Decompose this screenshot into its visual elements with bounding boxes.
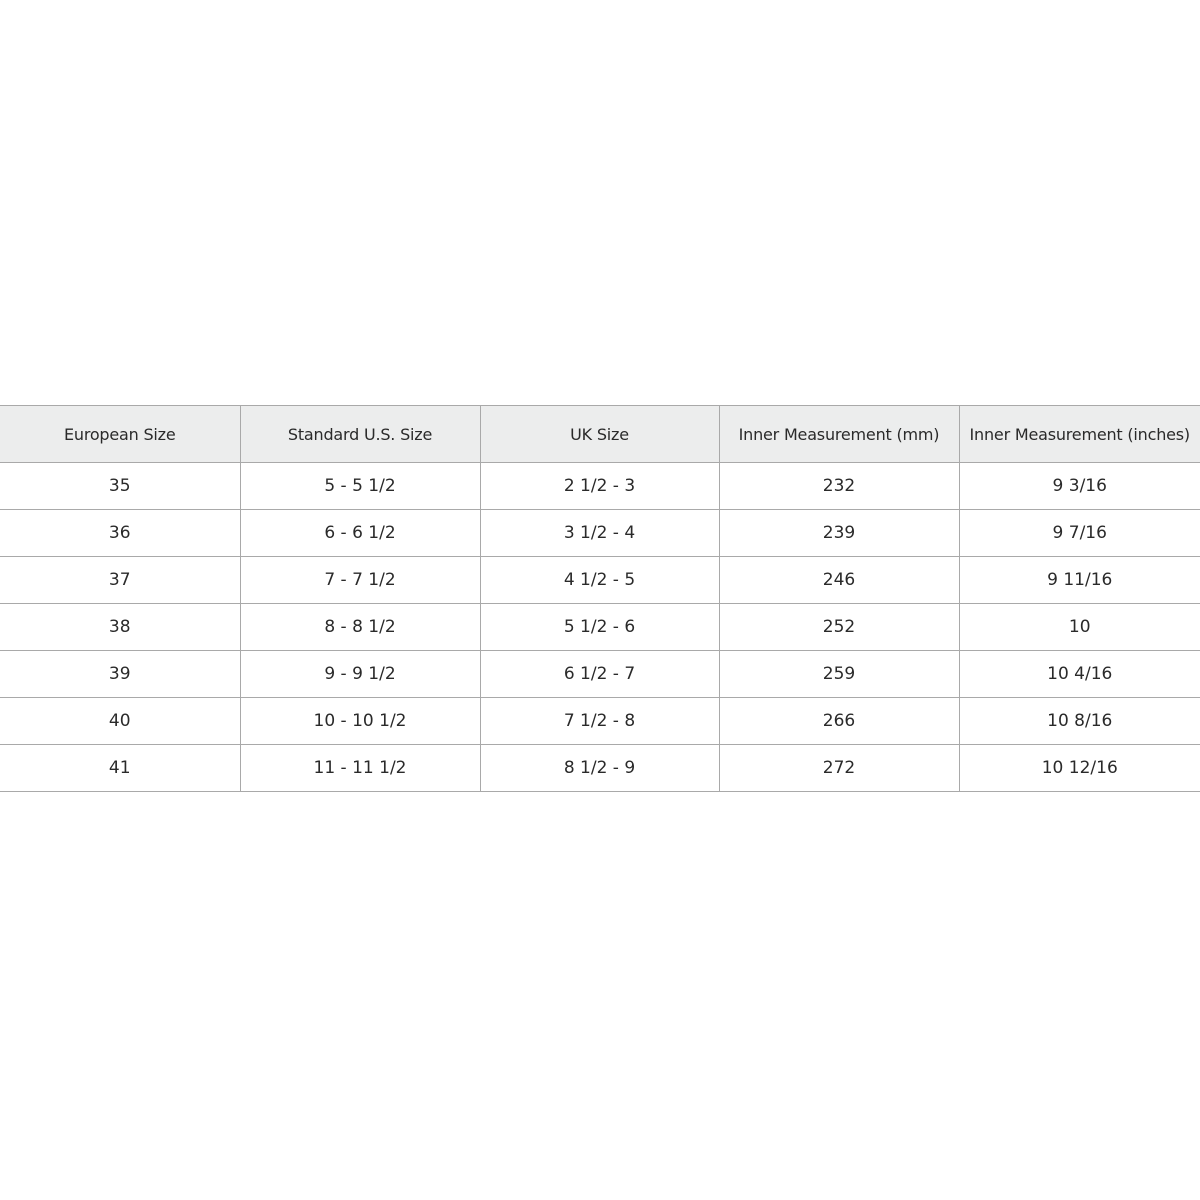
table-row [0, 510, 1200, 557]
table-row [0, 557, 1200, 604]
cell-european-size: 37 [0, 557, 240, 604]
header-uk-size: UK Size [480, 406, 719, 463]
cell-us-size: 6 - 6 1/2 [240, 510, 480, 557]
header-us-size: Standard U.S. Size [240, 406, 480, 463]
cell-inner-mm: 239 [719, 510, 959, 557]
header-inner-inches: Inner Measurement (inches) [959, 406, 1200, 463]
cell-inner-inches: 9 3/16 [959, 463, 1200, 510]
cell-uk-size: 8 1/2 - 9 [480, 745, 719, 792]
cell-us-size: 5 - 5 1/2 [240, 463, 480, 510]
header-row [0, 406, 1200, 463]
size-chart-table [0, 405, 1200, 792]
cell-inner-mm: 252 [719, 604, 959, 651]
cell-european-size: 39 [0, 651, 240, 698]
cell-inner-inches: 10 8/16 [959, 698, 1200, 745]
cell-inner-mm: 259 [719, 651, 959, 698]
cell-us-size: 7 - 7 1/2 [240, 557, 480, 604]
cell-inner-mm: 272 [719, 745, 959, 792]
cell-inner-mm: 232 [719, 463, 959, 510]
cell-european-size: 35 [0, 463, 240, 510]
cell-inner-inches: 10 12/16 [959, 745, 1200, 792]
cell-inner-mm: 246 [719, 557, 959, 604]
cell-inner-inches: 10 [959, 604, 1200, 651]
cell-inner-inches: 10 4/16 [959, 651, 1200, 698]
table-row [0, 651, 1200, 698]
table-row [0, 698, 1200, 745]
cell-inner-inches: 9 7/16 [959, 510, 1200, 557]
header-inner-mm: Inner Measurement (mm) [719, 406, 959, 463]
cell-uk-size: 6 1/2 - 7 [480, 651, 719, 698]
table-body [0, 463, 1200, 792]
header-european-size: European Size [0, 406, 240, 463]
cell-european-size: 40 [0, 698, 240, 745]
cell-us-size: 11 - 11 1/2 [240, 745, 480, 792]
cell-inner-inches: 9 11/16 [959, 557, 1200, 604]
cell-european-size: 41 [0, 745, 240, 792]
table-header [0, 406, 1200, 463]
table-row [0, 463, 1200, 510]
cell-uk-size: 5 1/2 - 6 [480, 604, 719, 651]
cell-uk-size: 4 1/2 - 5 [480, 557, 719, 604]
cell-european-size: 36 [0, 510, 240, 557]
cell-us-size: 8 - 8 1/2 [240, 604, 480, 651]
cell-inner-mm: 266 [719, 698, 959, 745]
cell-us-size: 10 - 10 1/2 [240, 698, 480, 745]
cell-european-size: 38 [0, 604, 240, 651]
table-row [0, 745, 1200, 792]
cell-uk-size: 2 1/2 - 3 [480, 463, 719, 510]
cell-us-size: 9 - 9 1/2 [240, 651, 480, 698]
table-row [0, 604, 1200, 651]
cell-uk-size: 7 1/2 - 8 [480, 698, 719, 745]
cell-uk-size: 3 1/2 - 4 [480, 510, 719, 557]
